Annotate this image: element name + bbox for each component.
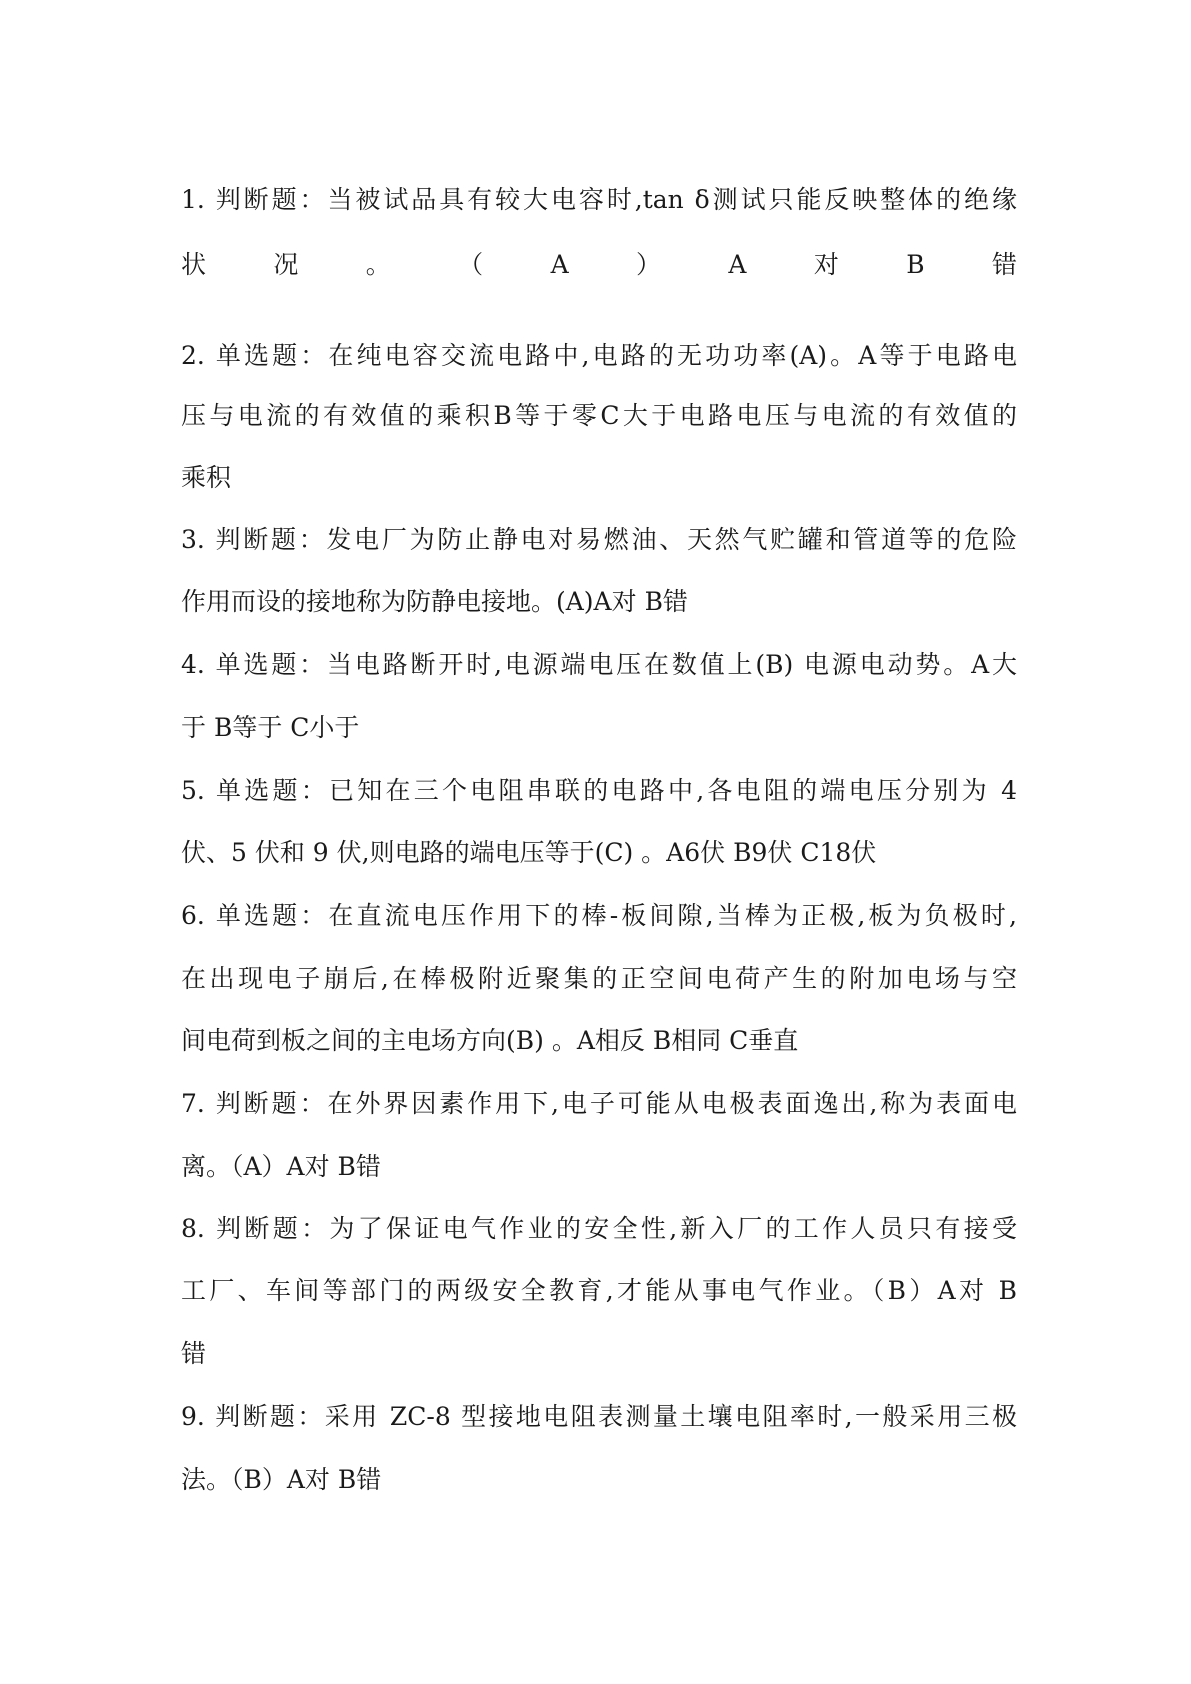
question-3-line-1: 3. 判断题：发电厂为防止静电对易燃油、天然气贮罐和管道等的危险 <box>181 525 1017 554</box>
question-1-char: ） <box>636 250 662 279</box>
question-7-line-1: 7. 判断题：在外界因素作用下,电子可能从电极表面逸出,称为表面电 <box>181 1089 1017 1118</box>
question-1-char: 状 <box>181 250 207 279</box>
question-2-line-2: 压与电流的有效值的乘积B等于零C大于电路电压与电流的有效值的 <box>181 401 1017 430</box>
question-2-line-1: 2. 单选题：在纯电容交流电路中,电路的无功功率(A)。A等于电路电 <box>181 341 1017 370</box>
question-4-line-2: 于 B等于 C小于 <box>181 713 360 742</box>
question-1-option-b: B <box>906 250 925 279</box>
question-8-line-1: 8. 判断题：为了保证电气作业的安全性,新入厂的工作人员只有接受 <box>181 1214 1017 1243</box>
question-1-answer-line <box>181 245 1017 285</box>
question-9-line-1: 9. 判断题：采用 ZC-8 型接地电阻表测量土壤电阻率时,一般采用三极 <box>181 1402 1017 1431</box>
question-8-line-3: 错 <box>181 1339 207 1368</box>
question-1-option-a-text: 对 <box>813 250 839 279</box>
question-8-line-2: 工厂、车间等部门的两级安全教育,才能从事电气作业。（B）A对 B <box>181 1276 1017 1305</box>
question-1-answer: A <box>550 250 569 279</box>
question-6-line-2: 在出现电子崩后,在棒极附近聚集的正空间电荷产生的附加电场与空 <box>181 964 1017 993</box>
question-2-line-3: 乘积 <box>181 463 232 492</box>
question-1-char: （ <box>458 250 484 279</box>
question-1-option-b-text: 错 <box>991 250 1017 279</box>
question-6-line-1: 6. 单选题：在直流电压作用下的棒-板间隙,当棒为正极,板为负极时, <box>181 901 1017 930</box>
question-1-char: 况 <box>273 250 299 279</box>
question-7-line-2: 离。（A）A对 B错 <box>181 1152 381 1181</box>
question-9-line-2: 法。（B）A对 B错 <box>181 1465 382 1494</box>
question-3-line-2: 作用而设的接地称为防静电接地。(A)A对 B错 <box>181 587 688 616</box>
question-4-line-1: 4. 单选题：当电路断开时,电源端电压在数值上(B) 电源电动势。A大 <box>181 650 1017 679</box>
question-5-line-2: 伏、5 伏和 9 伏,则电路的端电压等于(C) 。A6伏 B9伏 C18伏 <box>181 838 877 867</box>
question-1-option-a: A <box>728 250 747 279</box>
question-5-line-1: 5. 单选题：已知在三个电阻串联的电路中,各电阻的端电压分别为 4 <box>181 776 1017 805</box>
question-6-line-3: 间电荷到板之间的主电场方向(B) 。A相反 B相同 C垂直 <box>181 1026 799 1055</box>
question-1-char: 。 <box>365 250 391 279</box>
question-1-line-1: 1. 判断题：当被试品具有较大电容时,tan δ测试只能反映整体的绝缘 <box>181 185 1017 214</box>
